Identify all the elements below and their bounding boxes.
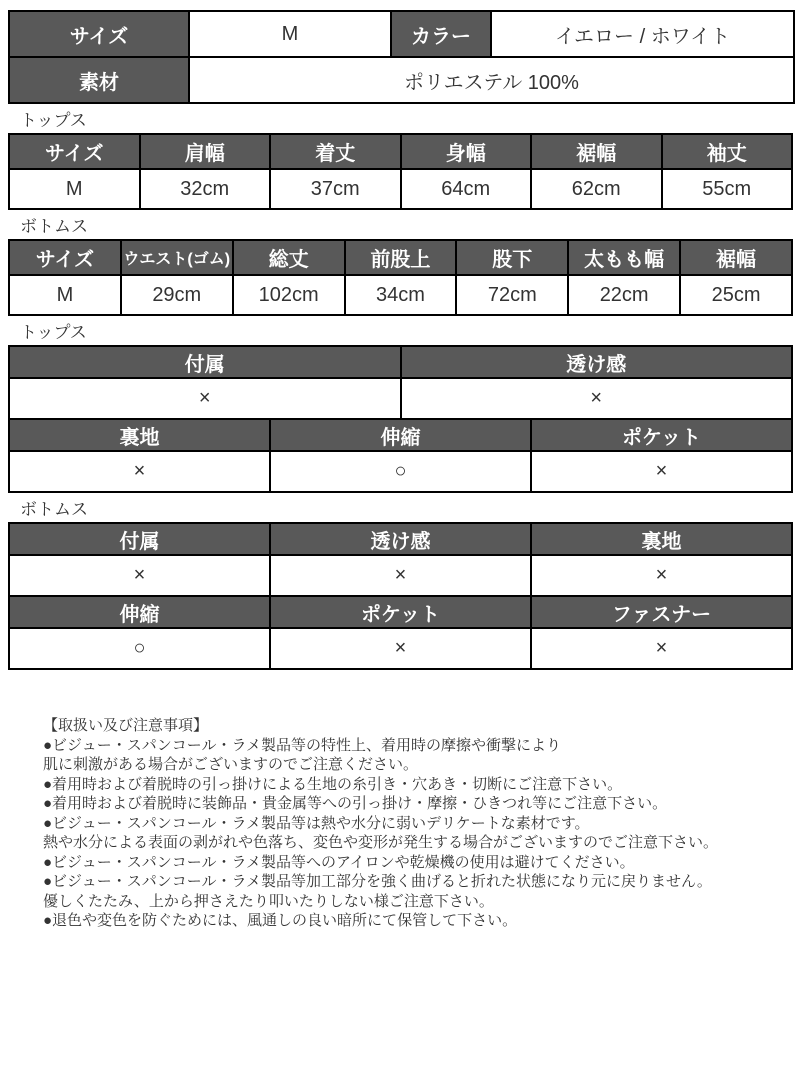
care-note-line: ●着用時および着脱時に装飾品・貴金属等への引っ掛け・摩擦・ひきつれ等にご注意下さい。: [43, 795, 668, 812]
color-label-cell: カラー: [391, 11, 491, 57]
bottoms-size-header-cell: 裾幅: [680, 240, 792, 275]
bottoms-size-value-cell: M: [9, 275, 121, 315]
bottoms-detail-value-cell: ○: [9, 628, 270, 669]
bottoms-size-value-cell: 34cm: [345, 275, 457, 315]
bottoms-size-value-cell: 29cm: [121, 275, 233, 315]
bottoms-detail-value-cell: ×: [9, 555, 270, 596]
care-note-line: 優しくたたみ、上から押さえたり叩いたりしない様ご注意下さい。: [43, 892, 494, 910]
material-label-cell: 素材: [9, 57, 189, 103]
tops-size-section-label: トップス: [20, 111, 87, 130]
tops-detail-header-cell: 裏地: [9, 419, 270, 451]
bottoms-size-value-cell: 25cm: [680, 275, 792, 315]
bottoms-size-header-cell: 前股上: [345, 240, 457, 275]
tops-detail-value-cell: ×: [531, 451, 792, 492]
tops-detail-table: [8, 345, 793, 493]
tops-detail-section-label: トップス: [20, 323, 87, 342]
tops-size-value-cell: 62cm: [531, 169, 662, 209]
tops-size-header-cell: 身幅: [401, 134, 532, 169]
tops-size-table: [8, 133, 793, 210]
bottoms-size-value-cell: 102cm: [233, 275, 345, 315]
bottoms-detail-header-row-1: [9, 523, 792, 555]
size-value-cell: M: [189, 11, 391, 57]
bottoms-detail-value-cell: ×: [270, 555, 531, 596]
care-notes: [8, 716, 793, 931]
tops-size-value-cell: 37cm: [270, 169, 401, 209]
bottoms-detail-header-cell: 裏地: [531, 523, 792, 555]
bottoms-detail-value-cell: ×: [531, 555, 792, 596]
bottoms-size-section-label: ボトムス: [20, 217, 88, 236]
bottoms-detail-header-cell: ファスナー: [531, 596, 792, 628]
bottoms-size-table: [8, 239, 793, 316]
tops-detail-value-row-2: [9, 451, 792, 492]
bottoms-detail-header-cell: 付属: [9, 523, 270, 555]
bottoms-detail-header-cell: 伸縮: [9, 596, 270, 628]
care-note-line: ●ビジュー・スパンコール・ラメ製品等加工部分を強く曲げると折れた状態になり元に戻りません。: [43, 873, 712, 890]
bottoms-size-value-row: [9, 275, 792, 315]
care-note-line: ●着用時および着脱時の引っ掛けによる生地の糸引き・穴あき・切断にご注意下さい。: [43, 775, 623, 793]
bottoms-size-header-cell: 太もも幅: [568, 240, 680, 275]
size-label-cell: サイズ: [9, 11, 189, 57]
bottoms-size-header-cell: サイズ: [9, 240, 121, 275]
tops-detail-value-row-1: [9, 378, 792, 419]
tops-detail-value-cell: ○: [270, 451, 531, 492]
tops-detail-header-cell: ポケット: [531, 419, 792, 451]
bottoms-size-value-cell: 22cm: [568, 275, 680, 315]
care-note-line: 熱や水分による表面の剥がれや色落ち、変色や変形が発生する場合がございますのでご注意下さい。: [43, 834, 719, 851]
material-value-cell: ポリエステル 100%: [189, 57, 794, 103]
info-row-material: [9, 57, 794, 103]
tops-detail-header-cell: 透け感: [401, 346, 793, 378]
tops-size-header-row: [9, 134, 792, 169]
color-value-cell: イエロー / ホワイト: [491, 11, 794, 57]
tops-detail-value-cell: ×: [401, 378, 793, 419]
care-note-line: ●退色や変色を防ぐためには、風通しの良い暗所にて保管して下さい。: [43, 912, 518, 929]
care-note-line: ●ビジュー・スパンコール・ラメ製品等の特性上、着用時の摩擦や衝撃により: [43, 736, 562, 754]
info-table: [8, 10, 795, 104]
bottoms-size-header-row: [9, 240, 792, 275]
tops-size-value-cell: 32cm: [140, 169, 271, 209]
bottoms-detail-header-cell: ポケット: [270, 596, 531, 628]
tops-size-value-row: [9, 169, 792, 209]
tops-detail-value-cell: ×: [9, 451, 270, 492]
tops-detail-header-cell: 付属: [9, 346, 401, 378]
care-note-line: ●ビジュー・スパンコール・ラメ製品等へのアイロンや乾燥機の使用は避けてください。: [43, 853, 635, 871]
tops-detail-header-row-2: [9, 419, 792, 451]
tops-size-header-cell: サイズ: [9, 134, 140, 169]
bottoms-detail-header-cell: 透け感: [270, 523, 531, 555]
bottoms-detail-value-row-2: [9, 628, 792, 669]
bottoms-detail-header-row-2: [9, 596, 792, 628]
care-note-line: ●ビジュー・スパンコール・ラメ製品等は熱や水分に弱いデリケートな素材です。: [43, 814, 590, 832]
bottoms-detail-value-row-1: [9, 555, 792, 596]
bottoms-detail-value-cell: ×: [270, 628, 531, 669]
bottoms-detail-value-cell: ×: [531, 628, 792, 669]
care-notes-title: 【取扱い及び注意事項】: [43, 717, 209, 734]
tops-size-header-cell: 袖丈: [662, 134, 793, 169]
info-row-size-color: [9, 11, 794, 57]
tops-detail-value-cell: ×: [9, 378, 401, 419]
tops-size-header-cell: 着丈: [270, 134, 401, 169]
care-note-line: 肌に刺激がある場合がございますのでご注意ください。: [43, 756, 419, 773]
tops-detail-header-cell: 伸縮: [270, 419, 531, 451]
tops-size-header-cell: 肩幅: [140, 134, 271, 169]
bottoms-size-value-cell: 72cm: [456, 275, 568, 315]
tops-size-value-cell: 64cm: [401, 169, 532, 209]
bottoms-detail-section-label: ボトムス: [20, 500, 88, 519]
bottoms-detail-table: [8, 522, 793, 670]
tops-size-value-cell: 55cm: [662, 169, 793, 209]
bottoms-size-header-cell: ウエスト(ゴム): [121, 240, 233, 275]
bottoms-size-header-cell: 総丈: [233, 240, 345, 275]
tops-detail-header-row-1: [9, 346, 792, 378]
tops-size-value-cell: M: [9, 169, 140, 209]
tops-size-header-cell: 裾幅: [531, 134, 662, 169]
bottoms-size-header-cell: 股下: [456, 240, 568, 275]
